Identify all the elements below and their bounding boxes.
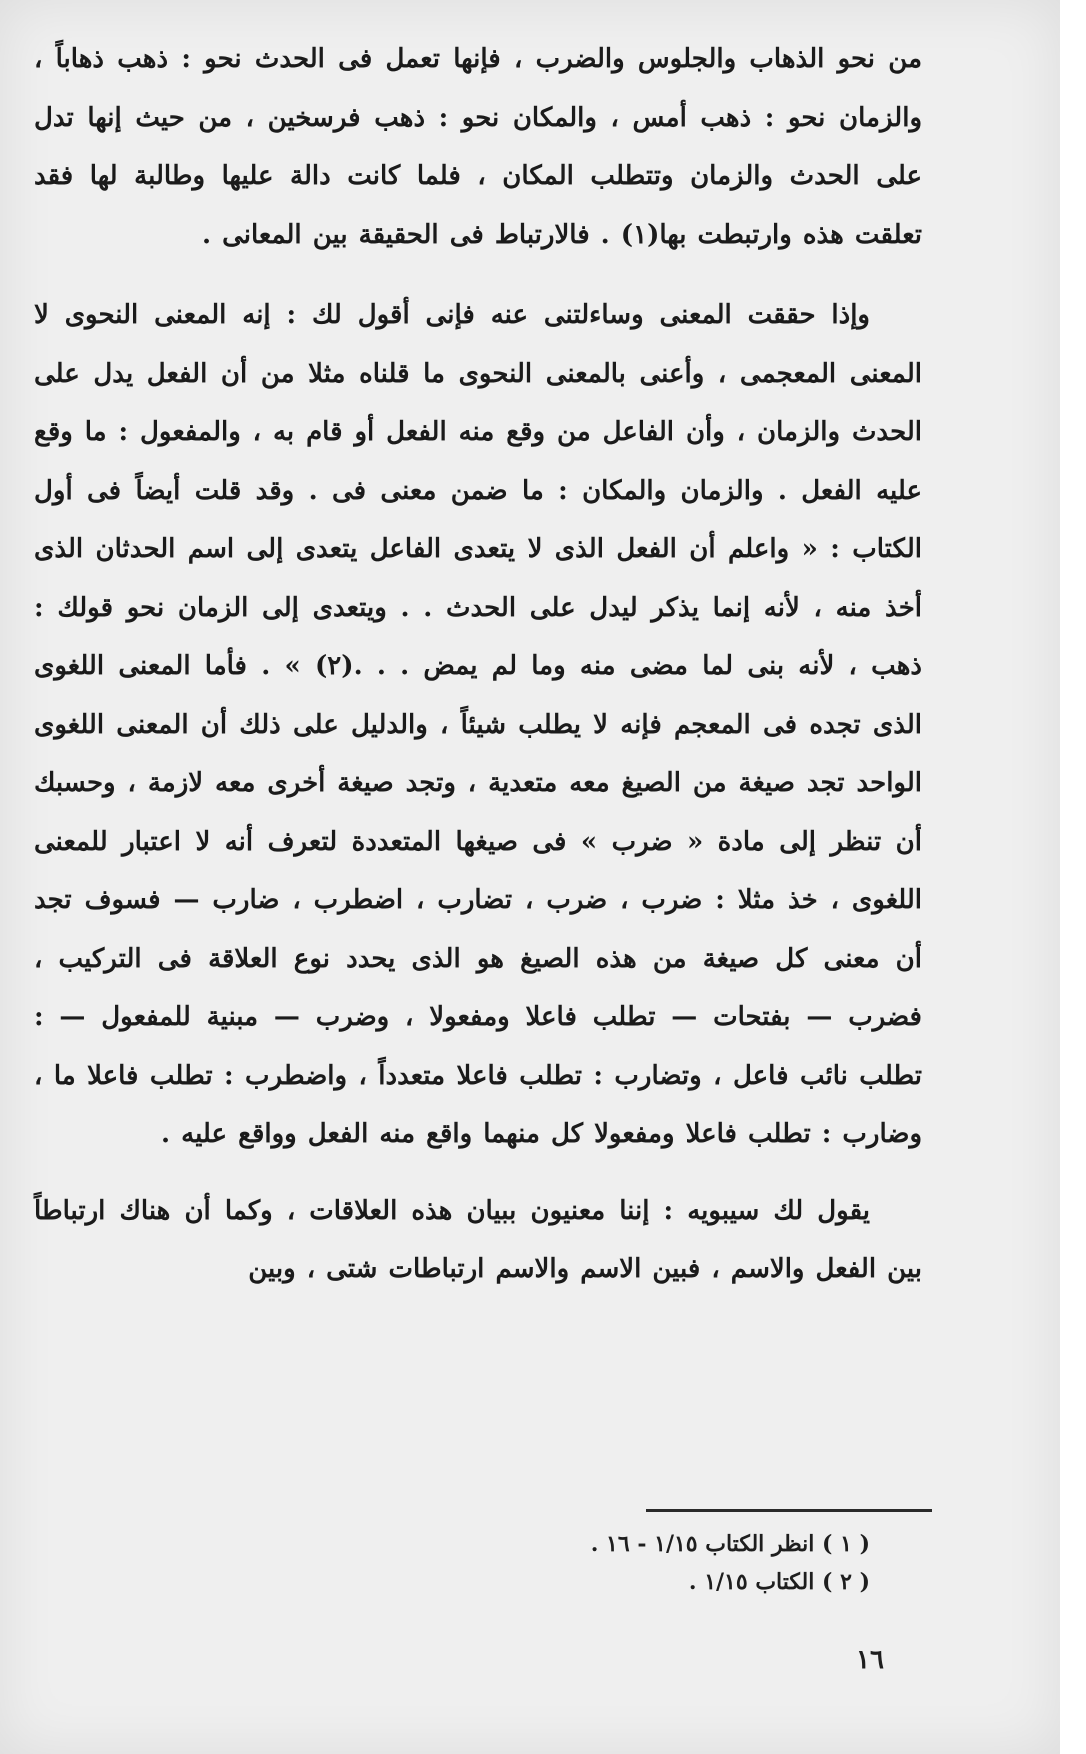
paragraph-3: يقول لك سيبويه : إننا معنيون ببيان هذه العلاقات ، وكما أن هناك ارتباطاً بين الفعل والاسم ، فبين الاسم والاسم ارتباطات شتى ، وبين <box>34 1195 922 1284</box>
footnote-1: ( ١ ) انظر الكتاب ١/١٥ - ١٦ . <box>590 1531 870 1557</box>
body-text <box>34 30 922 1299</box>
paragraph-1: من نحو الذهاب والجلوس والضرب ، فإنها تعمل فى الحدث نحو : ذهب ذهاباً ، والزمان نحو : ذهب أمس ، والمكان نحو : ذهب فرسخين ، من حيث إنها تدل على الحدث والزمان وتتطلب المكان ، فلما كانت دالة عليها وطالبة لها فقد تعلقت هذه وارتبطت بها(١) . فالارتباط فى الحقيقة بين المعانى . <box>34 44 922 250</box>
page-margin <box>1060 0 1086 1754</box>
paragraph-2: وإذا حققت المعنى وساءلتنى عنه فإنى أقول لك : إنه المعنى النحوى لا المعنى المعجمى ، وأعنى بالمعنى النحوى ما قلناه مثلا من أن الفعل يدل على الحدث والزمان ، وأن الفاعل من وقع منه الفعل أو قام به ، والمفعول : ما وقع عليه الفعل . والزمان والمكان : ما ضمن معنى فى . وقد قلت أيضاً فى أول الكتاب : « واعلم أن الفعل الذى لا يتعدى الفاعل يتعدى إلى اسم الحدثان الذى أخذ منه ، لأنه إنما يذكر ليدل على الحدث . . ويتعدى إلى الزمان نحو قولك : ذهب ، لأنه بنى لما مضى منه وما لم يمض . . .(٢) » . فأما المعنى اللغوى الذى تجده فى المعجم فإنه لا يطلب شيئاً ، والدليل على ذلك أن المعنى اللغوى الواحد تجد صيغة من الصيغ معه متعدية ، وتجد صيغة أخرى معه لازمة ، وحسبك أن تنظر إلى مادة « ضرب » فى صيغها المتعددة لتعرف أنه لا اعتبار للمعنى اللغوى ، خذ مثلا : ضرب ، ضرب ، تضارب ، اضطرب ، ضارب — فسوف تجد أن معنى كل صيغة من هذه الصيغ هو الذى يحدد نوع العلاقة فى التركيب ، فضرب — بفتحات — تطلب فاعلا ومفعولا ، وضرب — مبنية للمفعول — : تطلب نائب فاعل ، وتضارب : تطلب فاعلا متعدداً ، واضطرب : تطلب فاعلا ما ، وضارب : تطلب فاعلا ومفعولا كل منهما واقع منه الفعل وواقع عليه . <box>34 300 922 1149</box>
footnote-divider <box>646 1509 932 1512</box>
footnotes <box>300 1525 870 1601</box>
page-number: ١٦ <box>856 1645 884 1675</box>
footnote-2: ( ٢ ) الكتاب ١/١٥ . <box>688 1569 870 1595</box>
